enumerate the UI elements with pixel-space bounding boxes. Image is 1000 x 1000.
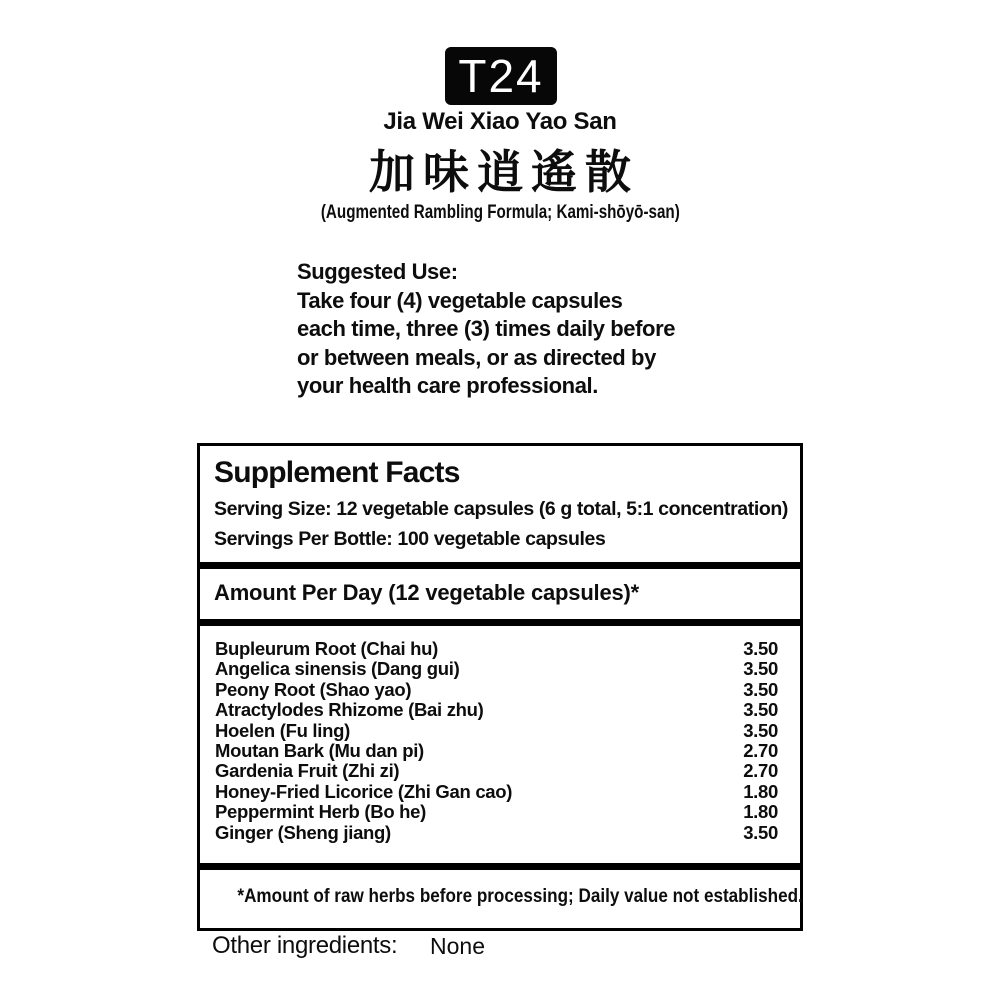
ingredient-name: Peony Root (Shao yao) xyxy=(215,678,412,700)
ingredient-row xyxy=(215,700,778,720)
serving-info-section xyxy=(200,446,800,562)
thick-divider xyxy=(200,619,800,626)
supplement-facts-title: Supplement Facts xyxy=(214,456,460,489)
ingredient-amount: 1.80 xyxy=(743,801,778,823)
suggested-use-line: each time, three (3) times daily before xyxy=(297,316,676,341)
ingredient-row xyxy=(215,639,778,659)
ingredient-amount: 3.50 xyxy=(743,678,778,700)
other-ingredients-value: None xyxy=(430,933,485,959)
footnote xyxy=(200,870,803,928)
ingredient-row xyxy=(215,761,778,781)
ingredient-name: Honey-Fried Licorice (Zhi Gan cao) xyxy=(215,780,513,802)
ingredient-row xyxy=(215,721,778,741)
footnote-text: *Amount of raw herbs before processing; Daily value not established. xyxy=(237,886,803,908)
product-code: T24 xyxy=(458,50,544,102)
ingredient-row xyxy=(215,741,778,761)
ingredient-amount: 2.70 xyxy=(743,760,778,782)
ingredient-name: Angelica sinensis (Dang gui) xyxy=(215,658,460,680)
alternate-names-text: (Augmented Rambling Formula; Kami-shōyō-san) xyxy=(320,202,680,223)
suggested-use-section xyxy=(297,258,675,401)
ingredient-name: Atractylodes Rhizome (Bai zhu) xyxy=(215,699,484,721)
amount-per-day-header: Amount Per Day (12 vegetable capsules)* xyxy=(214,580,640,605)
ingredient-row xyxy=(215,782,778,802)
product-code-badge xyxy=(445,47,557,105)
ingredient-amount: 2.70 xyxy=(743,740,778,762)
suggested-use-line: Take four (4) vegetable capsules xyxy=(297,287,623,313)
amount-header-section xyxy=(200,569,800,619)
ingredient-amount: 3.50 xyxy=(743,638,778,659)
ingredient-row xyxy=(215,823,778,843)
ingredient-amount: 3.50 xyxy=(743,719,778,741)
ingredient-row xyxy=(215,659,778,679)
alternate-names xyxy=(0,202,1000,224)
ingredient-name: Ginger (Sheng jiang) xyxy=(215,821,391,843)
ingredient-list xyxy=(200,626,800,863)
ingredient-amount: 3.50 xyxy=(743,821,778,843)
suggested-use-heading: Suggested Use: xyxy=(297,259,458,284)
chinese-name: 加味逍遙散 xyxy=(369,145,639,199)
ingredient-name: Hoelen (Fu ling) xyxy=(215,719,350,741)
pinyin-name: Jia Wei Xiao Yao San xyxy=(383,108,617,135)
ingredient-name: Gardenia Fruit (Zhi zi) xyxy=(215,760,400,782)
ingredient-row xyxy=(215,680,778,700)
servings-per-bottle: Servings Per Bottle: 100 vegetable capsules xyxy=(214,528,606,550)
ingredient-row xyxy=(215,802,778,822)
thick-divider xyxy=(200,863,800,870)
ingredient-name: Moutan Bark (Mu dan pi) xyxy=(215,740,424,762)
thick-divider xyxy=(200,562,800,569)
serving-size: Serving Size: 12 vegetable capsules (6 g total, 5:1 concentration) xyxy=(214,498,788,520)
other-ingredients-label: Other ingredients: xyxy=(212,932,398,959)
ingredient-amount: 3.50 xyxy=(743,658,778,680)
ingredient-name: Bupleurum Root (Chai hu) xyxy=(215,638,438,659)
suggested-use-line: or between meals, or as directed by xyxy=(297,344,656,370)
suggested-use-line: your health care professional. xyxy=(297,373,598,398)
ingredient-amount: 3.50 xyxy=(743,699,778,721)
supplement-facts-panel xyxy=(197,443,803,931)
ingredient-name: Peppermint Herb (Bo he) xyxy=(215,801,427,823)
ingredient-amount: 1.80 xyxy=(743,780,778,802)
